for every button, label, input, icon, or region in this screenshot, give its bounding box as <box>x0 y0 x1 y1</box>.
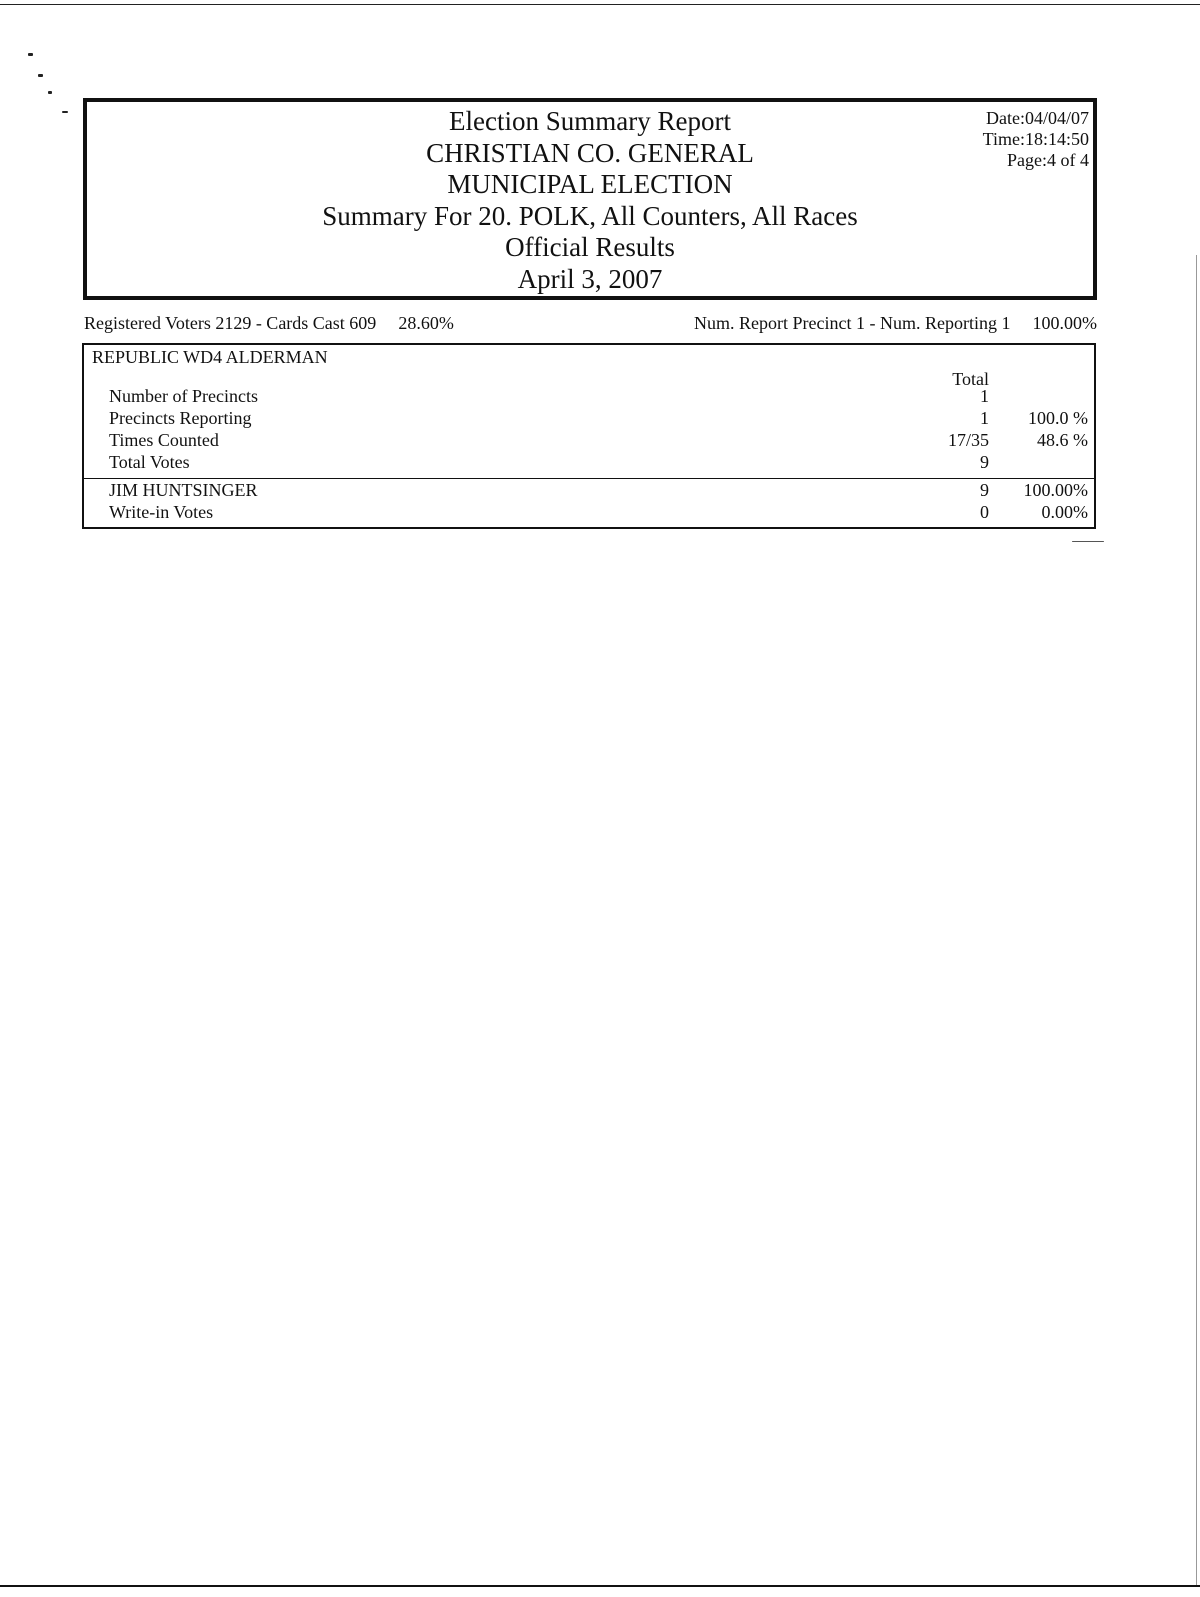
candidate-percent: 100.00% <box>1023 480 1088 500</box>
stat-row <box>84 385 1094 407</box>
election-date-line: April 3, 2007 <box>517 263 663 294</box>
report-header <box>83 98 1097 300</box>
precinct-reporting-percent: 100.00% <box>1032 313 1097 333</box>
stat-label: Total Votes <box>109 452 190 472</box>
stat-percent: 100.0 % <box>1028 408 1088 428</box>
report-meta <box>983 108 1089 171</box>
voter-summary <box>84 313 454 334</box>
scan-speck <box>28 53 33 56</box>
precinct-reporting-count: Num. Report Precinct 1 - Num. Reporting 1 <box>694 313 1011 333</box>
report-time: Time:18:14:50 <box>982 129 1089 149</box>
stat-row <box>84 451 1094 473</box>
stat-label: Times Counted <box>109 430 219 450</box>
scan-speck <box>62 111 68 113</box>
stat-label: Number of Precincts <box>109 386 258 406</box>
county-line: CHRISTIAN CO. GENERAL <box>426 137 754 168</box>
report-page: Page:4 of 4 <box>1007 150 1089 170</box>
registered-cards-cast: Registered Voters 2129 - Cards Cast 609 <box>84 313 377 333</box>
candidate-row <box>84 501 1094 523</box>
report-title-block <box>87 106 1093 295</box>
stat-label: Precincts Reporting <box>109 408 252 428</box>
race-title: REPUBLIC WD4 ALDERMAN <box>92 347 328 367</box>
stat-percent: 48.6 % <box>1037 430 1088 450</box>
report-date: Date:04/04/07 <box>986 108 1089 128</box>
turnout-percent: 28.60% <box>398 313 454 333</box>
candidate-name: JIM HUNTSINGER <box>109 480 258 500</box>
stat-value: 1 <box>980 386 989 406</box>
stat-row <box>84 429 1094 451</box>
precinct-summary <box>694 313 1097 334</box>
scan-bottom-edge <box>0 1585 1200 1587</box>
candidate-votes: 0 <box>980 502 989 522</box>
stat-value: 9 <box>980 452 989 472</box>
race-results-table <box>82 343 1096 529</box>
scan-speck <box>1072 541 1104 542</box>
candidate-row <box>84 479 1094 501</box>
official-results-line: Official Results <box>505 232 675 262</box>
scan-speck <box>38 74 43 77</box>
summary-for-line: Summary For 20. POLK, All Counters, All Races <box>322 200 858 231</box>
candidate-votes: 9 <box>980 480 989 500</box>
total-column-header: Total <box>952 369 989 389</box>
stat-value: 17/35 <box>947 430 989 450</box>
scan-speck <box>48 91 52 94</box>
scan-top-edge <box>0 4 1200 5</box>
candidate-name: Write-in Votes <box>109 502 214 522</box>
scan-right-edge <box>1196 255 1197 1585</box>
stat-value: 1 <box>980 408 989 428</box>
candidate-percent: 0.00% <box>1041 502 1088 522</box>
report-title: Election Summary Report <box>449 106 731 136</box>
stat-row <box>84 407 1094 429</box>
election-line: MUNICIPAL ELECTION <box>447 169 733 199</box>
